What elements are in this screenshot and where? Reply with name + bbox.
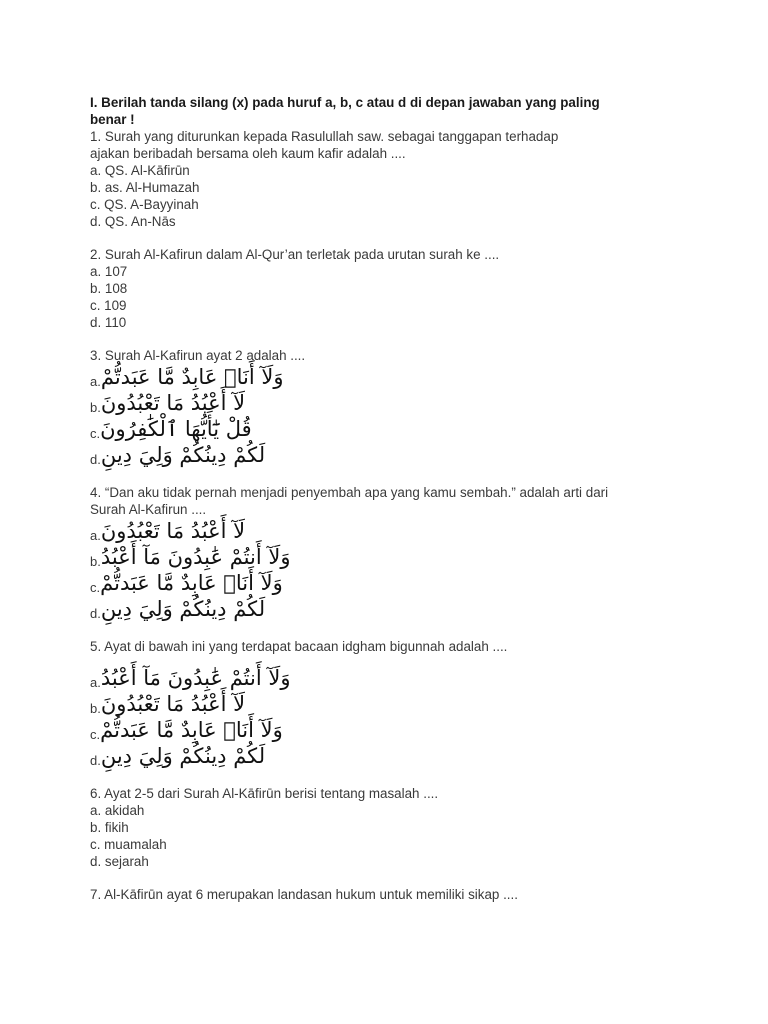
option-label: d.: [90, 752, 101, 768]
option-b[interactable]: [90, 390, 710, 416]
question-text: 7. Al-Kāfirūn ayat 6 merupakan landasan hukum untuk memiliki sikap ....: [90, 887, 518, 902]
option-label: a.: [90, 674, 101, 690]
arabic-verse: لَكُمْ دِينُكُمْ وَلِيَ دِينِ: [100, 744, 266, 768]
question-text: 2. Surah Al-Kafirun dalam Al-Qur’an terletak pada urutan surah ke ....: [90, 247, 500, 262]
option-a[interactable]: [90, 665, 710, 691]
arabic-verse: وَلَآ أَنَا۠ عَابِدٌ مَّا عَبَدتُّمْ: [100, 718, 283, 742]
option-b[interactable]: b. 108: [90, 281, 128, 296]
question-text: 4. “Dan aku tidak pernah menjadi penyembah apa yang kamu sembah.” adalah arti dari: [90, 485, 609, 500]
option-label: b.: [90, 399, 101, 415]
option-c[interactable]: c. 109: [90, 298, 127, 313]
arabic-verse: وَلَآ أَنَا۠ عَابِدٌ مَّا عَبَدتُّمْ: [100, 365, 284, 389]
option-a[interactable]: [90, 364, 710, 390]
option-c[interactable]: [90, 570, 710, 596]
question-6: [90, 785, 710, 870]
arabic-verse: وَلَآ أَنَا۠ عَابِدٌ مَّا عَبَدتُّمْ: [100, 571, 283, 595]
option-c[interactable]: c. QS. A-Bayyinah: [90, 197, 199, 212]
instruction: [90, 94, 710, 128]
question-text: 1. Surah yang diturunkan kepada Rasulullah saw. sebagai tanggapan terhadap: [90, 129, 559, 144]
instruction-line: benar !: [90, 112, 135, 127]
option-label: b.: [90, 553, 101, 569]
option-label: d.: [90, 451, 101, 467]
question-2: [90, 246, 710, 331]
option-label: a.: [90, 373, 101, 389]
option-d[interactable]: [90, 743, 710, 769]
question-1: [90, 128, 710, 230]
arabic-verse: لَآ أَعْبُدُ مَا تَعْبُدُونَ: [100, 692, 246, 716]
arabic-verse: وَلَآ أَنتُمْ عَٰبِدُونَ مَآ أَعْبُدُ: [100, 545, 291, 569]
arabic-verse: قُلْ يَٰٓأَيُّهَا ٱلْكَٰفِرُونَ: [100, 417, 252, 441]
option-label: c.: [90, 579, 101, 595]
option-label: c.: [90, 726, 101, 742]
option-label: a.: [90, 527, 101, 543]
instruction-line: I. Berilah tanda silang (x) pada huruf a, b, c atau d di depan jawaban yang paling: [90, 95, 600, 110]
question-text: 5. Ayat di bawah ini yang terdapat bacaan idgham bigunnah adalah ....: [90, 639, 508, 654]
option-label: d.: [90, 605, 101, 621]
question-text: 6. Ayat 2-5 dari Surah Al-Kāfirūn berisi tentang masalah ....: [90, 786, 439, 801]
arabic-verse: لَكُمْ دِينُكُمْ وَلِيَ دِينِ: [100, 443, 266, 467]
option-b[interactable]: [90, 691, 710, 717]
question-7: [90, 886, 710, 903]
question-text: ajakan beribadah bersama oleh kaum kafir adalah ....: [90, 146, 406, 161]
option-d[interactable]: [90, 442, 710, 468]
arabic-verse: لَآ أَعْبُدُ مَا تَعْبُدُونَ: [100, 519, 246, 543]
option-a[interactable]: a. 107: [90, 264, 128, 279]
option-a[interactable]: [90, 518, 710, 544]
question-text: 3. Surah Al-Kafirun ayat 2 adalah ....: [90, 348, 306, 363]
question-5: [90, 638, 710, 769]
arabic-verse: لَكُمْ دِينُكُمْ وَلِيَ دِينِ: [100, 597, 266, 621]
option-label: c.: [90, 425, 101, 441]
option-a[interactable]: a. akidah: [90, 803, 145, 818]
option-b[interactable]: [90, 544, 710, 570]
arabic-verse: لَآ أَعْبُدُ مَا تَعْبُدُونَ: [100, 391, 246, 415]
question-text: Surah Al-Kafirun ....: [90, 502, 207, 517]
question-3: [90, 347, 710, 468]
option-b[interactable]: b. as. Al-Humazah: [90, 180, 200, 195]
arabic-verse: وَلَآ أَنتُمْ عَٰبِدُونَ مَآ أَعْبُدُ: [100, 666, 291, 690]
option-a[interactable]: a. QS. Al-Kāfirūn: [90, 163, 190, 178]
question-4: [90, 484, 710, 622]
worksheet: [90, 94, 710, 903]
option-d[interactable]: [90, 596, 710, 622]
option-c[interactable]: c. muamalah: [90, 837, 167, 852]
option-b[interactable]: b. fikih: [90, 820, 129, 835]
option-d[interactable]: d. 110: [90, 315, 127, 330]
option-c[interactable]: [90, 717, 710, 743]
option-d[interactable]: d. QS. An-Nās: [90, 214, 176, 229]
option-d[interactable]: d. sejarah: [90, 854, 149, 869]
option-c[interactable]: [90, 416, 710, 442]
option-label: b.: [90, 700, 101, 716]
